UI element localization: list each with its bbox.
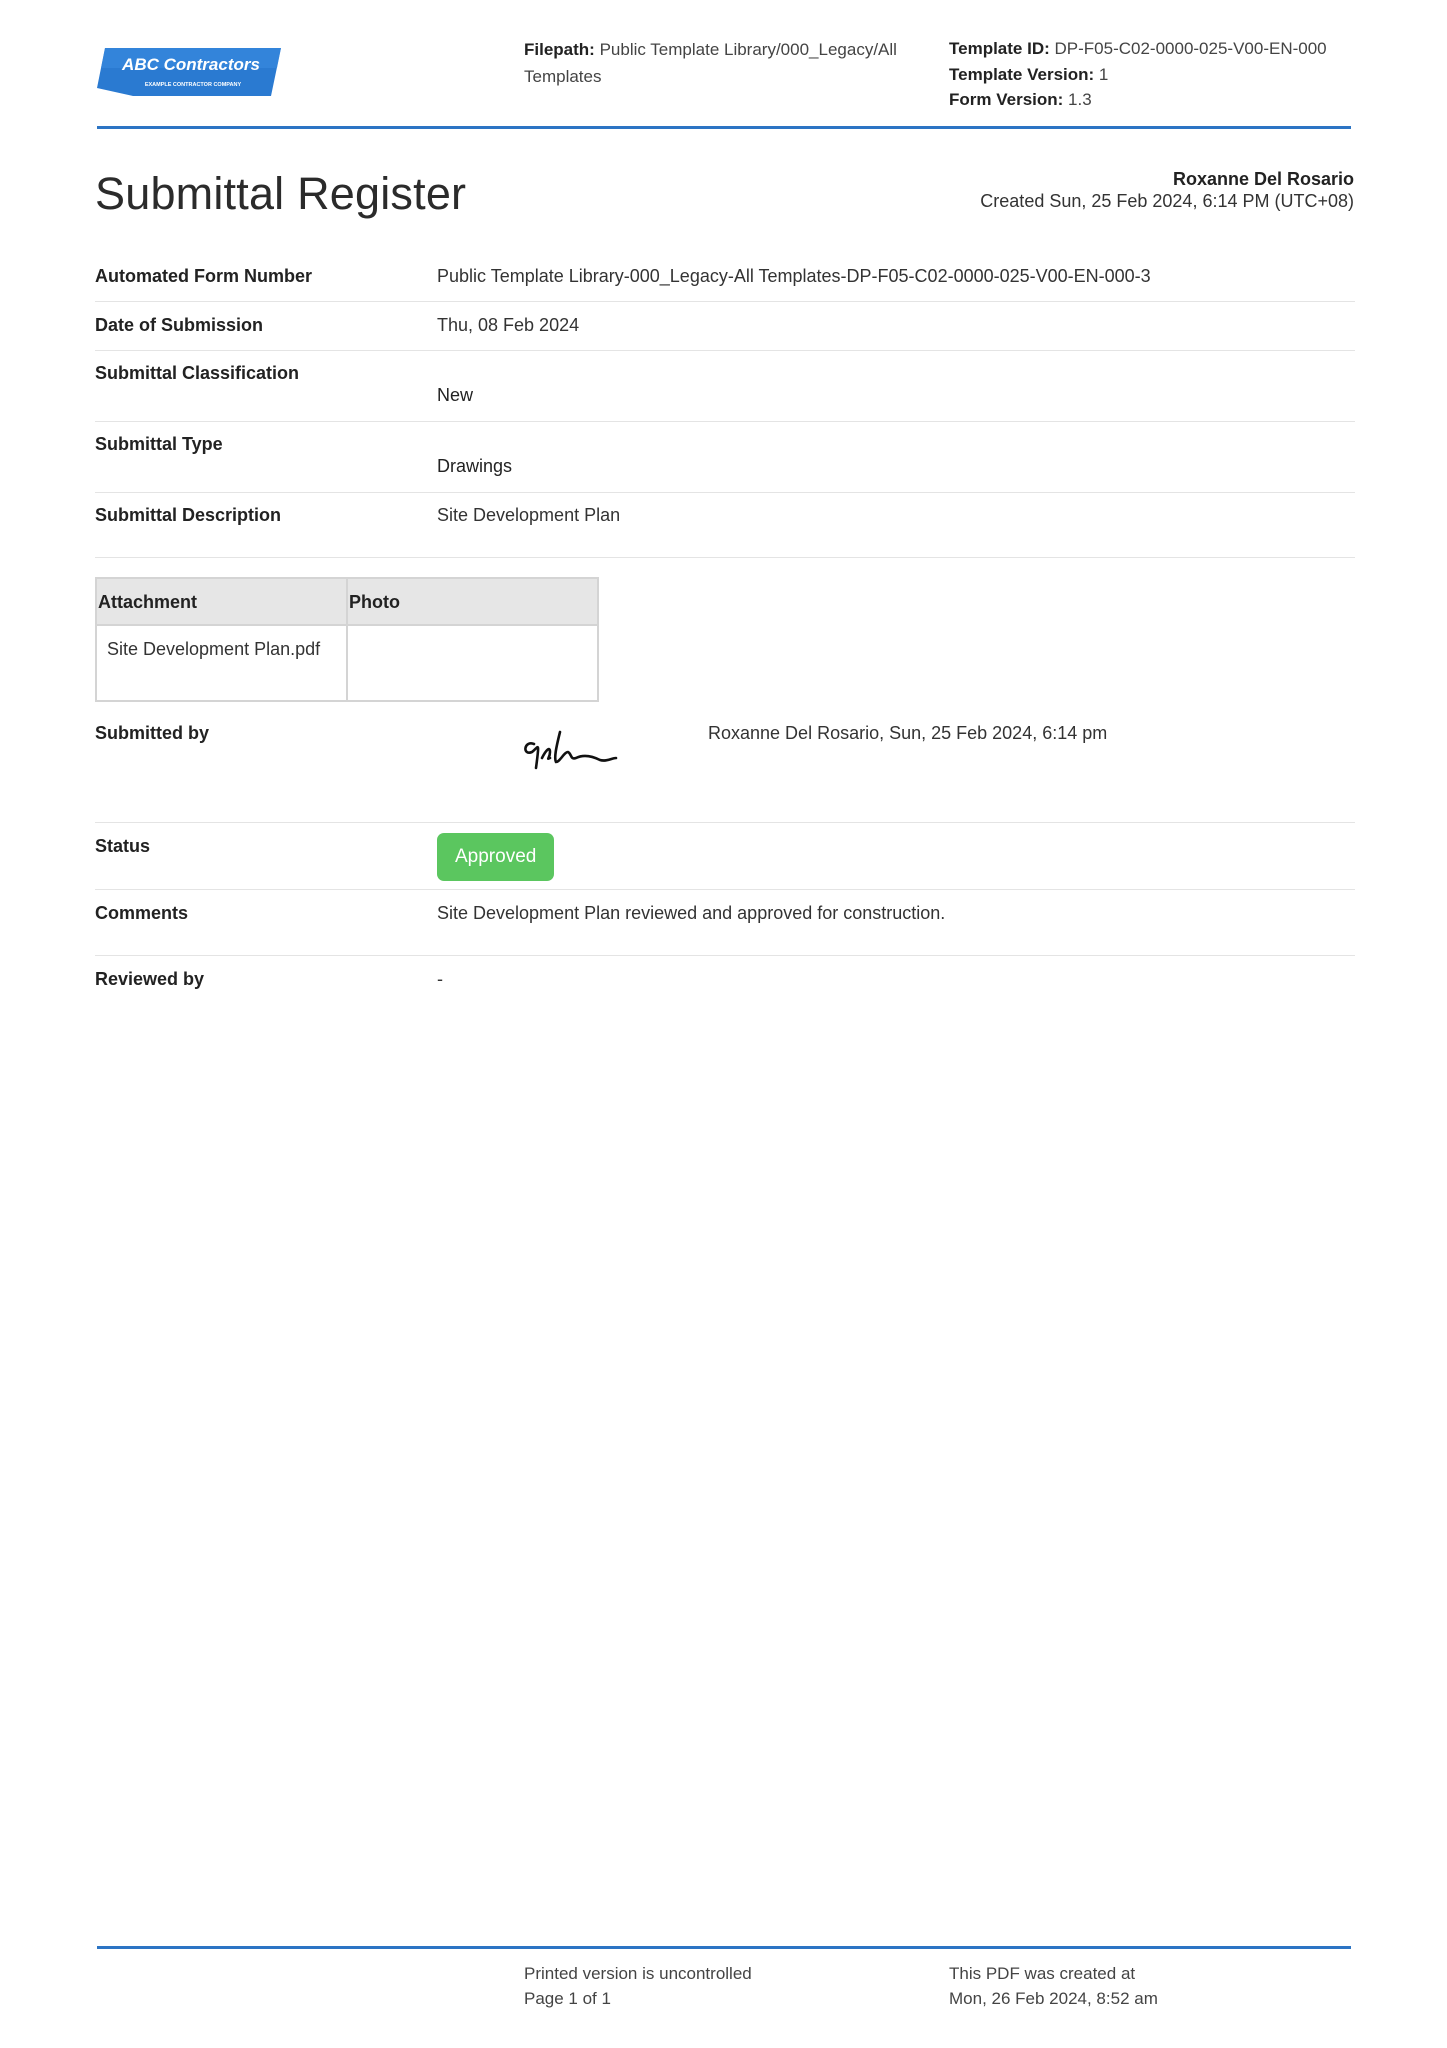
submittal-description-label: Submittal Description bbox=[95, 505, 282, 525]
classification-label: Submittal Classification bbox=[95, 363, 300, 383]
submittal-type-value: Drawings bbox=[437, 456, 513, 476]
row-comments bbox=[95, 890, 1355, 956]
row-form-number bbox=[95, 264, 1355, 302]
author-name: Roxanne Del Rosario bbox=[1172, 169, 1354, 189]
template-id-label: Template ID: bbox=[949, 39, 1050, 58]
reviewed-by-value: - bbox=[437, 969, 443, 989]
row-submittal-type bbox=[95, 422, 1355, 493]
row-date-of-submission bbox=[95, 302, 1355, 351]
document-header bbox=[97, 36, 1351, 128]
submitted-by-value: Roxanne Del Rosario, Sun, 25 Feb 2024, 6:14 pm bbox=[708, 723, 1108, 743]
svg-text:EXAMPLE CONTRACTOR COMPANY: EXAMPLE CONTRACTOR COMPANY bbox=[144, 82, 242, 88]
signature-image bbox=[520, 728, 630, 784]
attachment-table-header bbox=[97, 579, 597, 626]
template-id-value: DP-F05-C02-0000-025-V00-EN-000 bbox=[1054, 39, 1327, 58]
uncontrolled-notice: Printed version is uncontrolled bbox=[524, 1964, 752, 1983]
date-of-submission-label: Date of Submission bbox=[95, 315, 264, 335]
attachment-column-header: Attachment bbox=[97, 579, 348, 624]
pdf-created-label: This PDF was created at bbox=[949, 1964, 1136, 1983]
company-logo bbox=[97, 44, 281, 100]
created-timestamp: Created Sun, 25 Feb 2024, 6:14 PM (UTC+08) bbox=[980, 191, 1354, 211]
submittal-type-label: Submittal Type bbox=[95, 434, 223, 454]
template-meta bbox=[949, 36, 1369, 113]
header-divider bbox=[97, 126, 1351, 129]
status-badge: Approved bbox=[437, 833, 554, 881]
row-classification bbox=[95, 351, 1355, 422]
row-reviewed-by bbox=[95, 956, 1355, 1016]
filepath-label: Filepath: bbox=[524, 40, 595, 59]
attachment-table bbox=[95, 577, 599, 702]
submittal-description-value: Site Development Plan bbox=[437, 505, 621, 525]
template-version-value: 1 bbox=[1098, 64, 1109, 84]
pdf-created-value: Mon, 26 Feb 2024, 8:52 am bbox=[949, 1989, 1158, 2008]
form-version-label: Form Version: bbox=[949, 90, 1064, 109]
footer-created-info bbox=[949, 1961, 1158, 2011]
comments-label: Comments bbox=[95, 903, 189, 923]
author-block bbox=[980, 168, 1354, 212]
filepath-value: Public Template Library/000_Legacy/All Templates bbox=[524, 40, 897, 86]
footer-print-info bbox=[524, 1961, 752, 2011]
status-label: Status bbox=[95, 836, 151, 856]
svg-text:ABC Contractors: ABC Contractors bbox=[122, 55, 260, 74]
row-submittal-description bbox=[95, 493, 1355, 558]
classification-value: New bbox=[437, 385, 474, 405]
attachment-file-link[interactable]: Site Development Plan.pdf bbox=[97, 626, 348, 700]
filepath bbox=[524, 36, 924, 90]
footer-divider bbox=[97, 1946, 1351, 1949]
table-row bbox=[97, 626, 597, 700]
page-number: Page 1 of 1 bbox=[524, 1989, 611, 2008]
template-version-label: Template Version: bbox=[949, 64, 1095, 84]
photo-column-header: Photo bbox=[349, 592, 400, 612]
reviewed-by-label: Reviewed by bbox=[95, 969, 205, 989]
submitted-by-label: Submitted by bbox=[95, 723, 210, 743]
comments-value: Site Development Plan reviewed and approved for construction. bbox=[437, 903, 946, 923]
date-of-submission-value: Thu, 08 Feb 2024 bbox=[437, 315, 580, 335]
form-number-label: Automated Form Number bbox=[95, 266, 313, 286]
page-title: Submittal Register bbox=[95, 168, 467, 219]
form-number-value: Public Template Library-000_Legacy-All Templates-DP-F05-C02-0000-025-V00-EN-000-3 bbox=[437, 266, 1151, 286]
form-version-value: 1.3 bbox=[1068, 90, 1092, 109]
photo-cell bbox=[348, 626, 597, 700]
row-status bbox=[95, 823, 1355, 890]
